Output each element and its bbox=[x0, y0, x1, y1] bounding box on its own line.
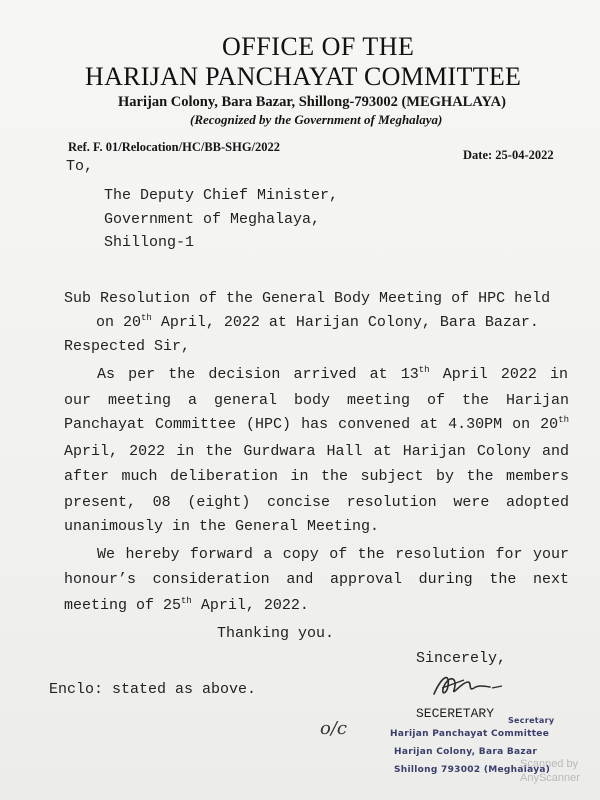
letterhead-title-line2: HARIJAN PANCHAYAT COMMITTEE bbox=[85, 62, 522, 91]
signature-title: SECERETARY bbox=[416, 706, 495, 721]
p2-l3-post: April, 2022. bbox=[191, 597, 309, 614]
watermark-line1: Scanned by bbox=[520, 758, 579, 770]
p1-l1-sup: th bbox=[418, 365, 430, 375]
handwritten-note: o/c bbox=[320, 718, 347, 739]
paragraph1-line4: April, 2022 in the Gurdwara Hall at Harijan Colony and bbox=[64, 443, 569, 460]
paragraph2-line3 bbox=[64, 598, 309, 613]
paragraph1-line2: our meeting a general body meeting of the Harijan bbox=[64, 392, 569, 409]
paragraph1-line3 bbox=[64, 417, 569, 432]
enclosure: Enclo: stated as above. bbox=[49, 681, 257, 698]
p1-l3-pre: Panchayat Committee (HPC) has convened at 4.30PM on 20 bbox=[64, 416, 559, 433]
recipient-line3: Shillong-1 bbox=[104, 234, 195, 251]
recipient-line1: The Deputy Chief Minister, bbox=[104, 187, 339, 204]
closing: Sincerely, bbox=[416, 650, 507, 667]
subject-line2-post: April, 2022 at Harijan Colony, Bara Bazar. bbox=[151, 314, 539, 331]
stamp-line2: Harijan Panchayat Committee bbox=[390, 729, 550, 739]
recipient-line2: Government of Meghalaya, bbox=[104, 211, 321, 228]
paragraph1-line7: unanimously in the General Meeting. bbox=[64, 518, 380, 535]
reference-number: Ref. F. 01/Relocation/HC/BB-SHG/2022 bbox=[68, 140, 281, 154]
stamp-line4: Shillong 793002 (Meghalaya) bbox=[394, 765, 551, 775]
paragraph1-line5: after much deliberation in the subject by the members bbox=[64, 468, 569, 485]
p1-l1-pre: As per the decision arrived at 13 bbox=[97, 366, 419, 383]
p2-l3-sup: th bbox=[181, 596, 192, 606]
subject-line1: Sub Resolution of the General Body Meeting of HPC held bbox=[64, 290, 551, 307]
paragraph2-line1: We hereby forward a copy of the resolution for your bbox=[97, 546, 569, 563]
letterhead-title-line1: OFFICE OF THE bbox=[222, 32, 415, 61]
letterhead-recognition: (Recognized by the Government of Meghalaya) bbox=[190, 112, 443, 127]
letterhead-address: Harijan Colony, Bara Bazar, Shillong-793002 (MEGHALAYA) bbox=[118, 94, 506, 110]
subject-line2-sup: th bbox=[141, 313, 152, 323]
subject-line2 bbox=[96, 315, 539, 330]
subject-line2-pre: on 20 bbox=[96, 314, 142, 331]
p1-l1-post: April 2022 in bbox=[429, 366, 568, 383]
paragraph2-line2: honour’s consideration and approval during the next bbox=[64, 571, 569, 588]
paragraph1-line1 bbox=[97, 367, 568, 382]
letter-date: Date: 25-04-2022 bbox=[463, 148, 554, 162]
stamp-line1: Secretary bbox=[508, 716, 555, 725]
thanks: Thanking you. bbox=[217, 625, 335, 642]
to-label: To, bbox=[66, 158, 94, 175]
greeting: Respected Sir, bbox=[64, 338, 191, 355]
stamp-line3: Harijan Colony, Bara Bazar bbox=[394, 747, 538, 757]
watermark-line2: AnyScanner bbox=[520, 772, 580, 784]
signature bbox=[428, 668, 508, 702]
p1-l3-sup: th bbox=[558, 415, 569, 425]
p2-l3-pre: meeting of 25 bbox=[64, 597, 182, 614]
paragraph1-line6: present, 08 (eight) concise resolution were adopted bbox=[64, 494, 569, 511]
